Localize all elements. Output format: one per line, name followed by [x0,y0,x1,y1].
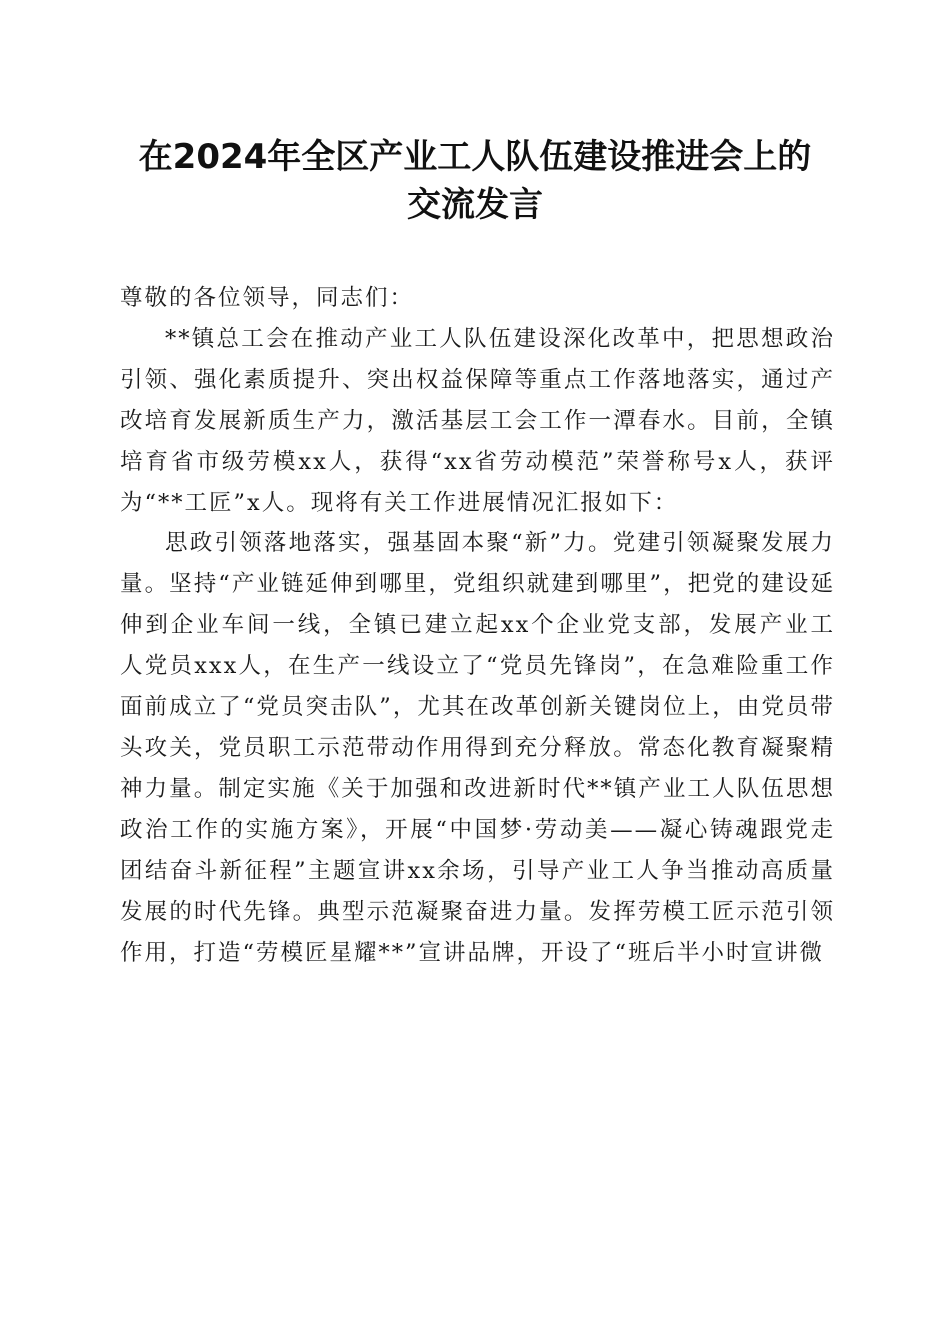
title-line-1: 在2024年全区产业工人队伍建设推进会上的 [138,137,812,177]
title-line-2: 交流发言 [407,185,543,225]
document-title [100,133,850,229]
paragraph-ideological-guidance: 思政引领落地落实，强基固本聚“新”力。党建引领凝聚发展力量。坚持“产业链延伸到哪里，党组织就建到哪里”，把党的建设延伸到企业车间一线，全镇已建立起xx个企业党支部，发展产业工人党员xxx人，在生产一线设立了“党员先锋岗”，在急难险重工作面前成立了“党员突击队”，尤其在改革创新关键岗位上，由党员带头攻关，党员职工示范带动作用得到充分释放。常态化教育凝聚精神力量。制定实施《关于加强和改进新时代**镇产业工人队伍思想政治工作的实施方案》，开展“中国梦·劳动美——凝心铸魂跟党走团结奋斗新征程”主题宣讲xx余场，引导产业工人争当推动高质量发展的时代先锋。典型示范凝聚奋进力量。发挥劳模工匠示范引领作用，打造“劳模匠星耀**”宣讲品牌，开设了“班后半小时宣讲微 [120,530,835,966]
paragraph-intro: **镇总工会在推动产业工人队伍建设深化改革中，把思想政治引领、强化素质提升、突出权益保障等重点工作落地落实，通过产改培育发展新质生产力，激活基层工会工作一潭春水。目前，全镇培育省市级劳模xx人，获得“xx省劳动模范”荣誉称号x人，获评为“**工匠”x人。现将有关工作进展情况汇报如下： [120,325,835,516]
document-body [120,278,835,973]
salutation: 尊敬的各位领导，同志们： [120,285,415,311]
